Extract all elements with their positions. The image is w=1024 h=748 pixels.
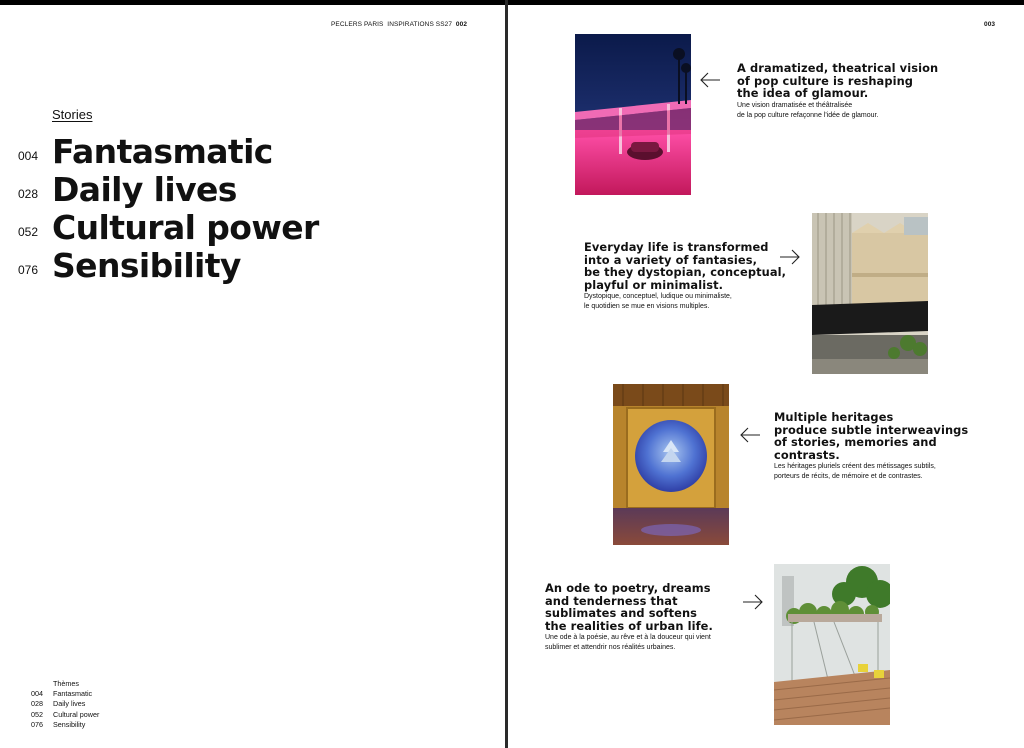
arrow-left-icon	[739, 427, 761, 443]
page-number-right: 003	[984, 21, 996, 28]
story-subtitle-fr: Une ode à la poésie, au rêve et à la douceur qui vient sublimer et attendrir nos réalités urbaines.	[545, 634, 711, 652]
arrow-right-icon	[742, 594, 764, 610]
toc-title: Sensibility	[52, 246, 241, 285]
story-subtitle-fr: Une vision dramatisée et théâtralisée de la pop culture refaçonne l'idée de glamour.	[737, 101, 879, 119]
toc-title: Cultural power	[52, 208, 319, 247]
toc-page-number: 076	[18, 263, 39, 277]
story-glamour	[737, 62, 938, 121]
themes-row[interactable]	[31, 720, 99, 730]
themes-label: Thèmes	[53, 679, 79, 688]
themes-page-number: 076	[31, 719, 43, 729]
arrow-right-icon	[779, 249, 801, 265]
toc-item-fantasmatic[interactable]	[18, 130, 273, 171]
arrow-left-icon	[699, 72, 721, 88]
toc-title: Daily lives	[52, 170, 237, 209]
themes-row[interactable]	[31, 710, 99, 720]
brand-name: PECLERS PARIS	[331, 21, 384, 28]
toc-item-sensibility[interactable]	[18, 244, 241, 285]
themes-index	[31, 679, 99, 730]
story-poetry	[545, 582, 713, 653]
story-headline: Multiple heritages produce subtle interweavings of stories, memories and contrasts.	[774, 410, 969, 462]
story-subtitle-fr: Les héritages pluriels créent des métissages subtils, porteurs de récits, de mémoire et de contrastes.	[774, 463, 936, 481]
themes-page-number: 028	[31, 699, 43, 709]
toc-item-daily-lives[interactable]	[18, 168, 237, 209]
toc-page-number: 004	[18, 149, 39, 163]
themes-row[interactable]	[31, 689, 99, 699]
stories-label[interactable]: Stories	[52, 107, 93, 122]
toc-page-number: 028	[18, 187, 39, 201]
themes-title: Daily lives	[53, 699, 86, 709]
page-header	[331, 21, 467, 28]
themes-title: Sensibility	[53, 719, 86, 729]
photo-rooftop-garden	[774, 564, 890, 725]
toc-item-cultural-power[interactable]	[18, 206, 319, 247]
story-headline: An ode to poetry, dreams and tenderness that sublimates and softens the realities of urban life.	[545, 581, 713, 633]
themes-title: Fantasmatic	[53, 689, 93, 699]
left-page	[0, 5, 505, 748]
themes-title: Cultural power	[53, 709, 100, 719]
themes-row[interactable]	[31, 699, 99, 709]
toc-page-number: 052	[18, 225, 39, 239]
photo-blue-circle-room	[613, 384, 729, 545]
story-subtitle-fr: Dystopique, conceptuel, ludique ou minimaliste, le quotidien se mue en visions multiples.	[584, 293, 732, 311]
right-page	[508, 5, 1024, 748]
photo-night-carport	[575, 34, 691, 195]
toc-title: Fantasmatic	[52, 132, 273, 171]
themes-page-number: 052	[31, 709, 43, 719]
story-everyday-life	[584, 241, 786, 312]
story-headline: A dramatized, theatrical vision of pop culture is reshaping the idea of glamour.	[737, 61, 939, 101]
story-heritages	[774, 411, 968, 482]
photo-modern-building	[812, 213, 928, 374]
themes-page-number: 004	[31, 689, 43, 699]
story-headline: Everyday life is transformed into a variety of fantasies, be they dystopian, conceptual, playful or minimalist.	[584, 240, 787, 292]
collection-name: INSPIRATIONS SS27	[387, 21, 453, 28]
page-number-left: 002	[455, 21, 468, 28]
